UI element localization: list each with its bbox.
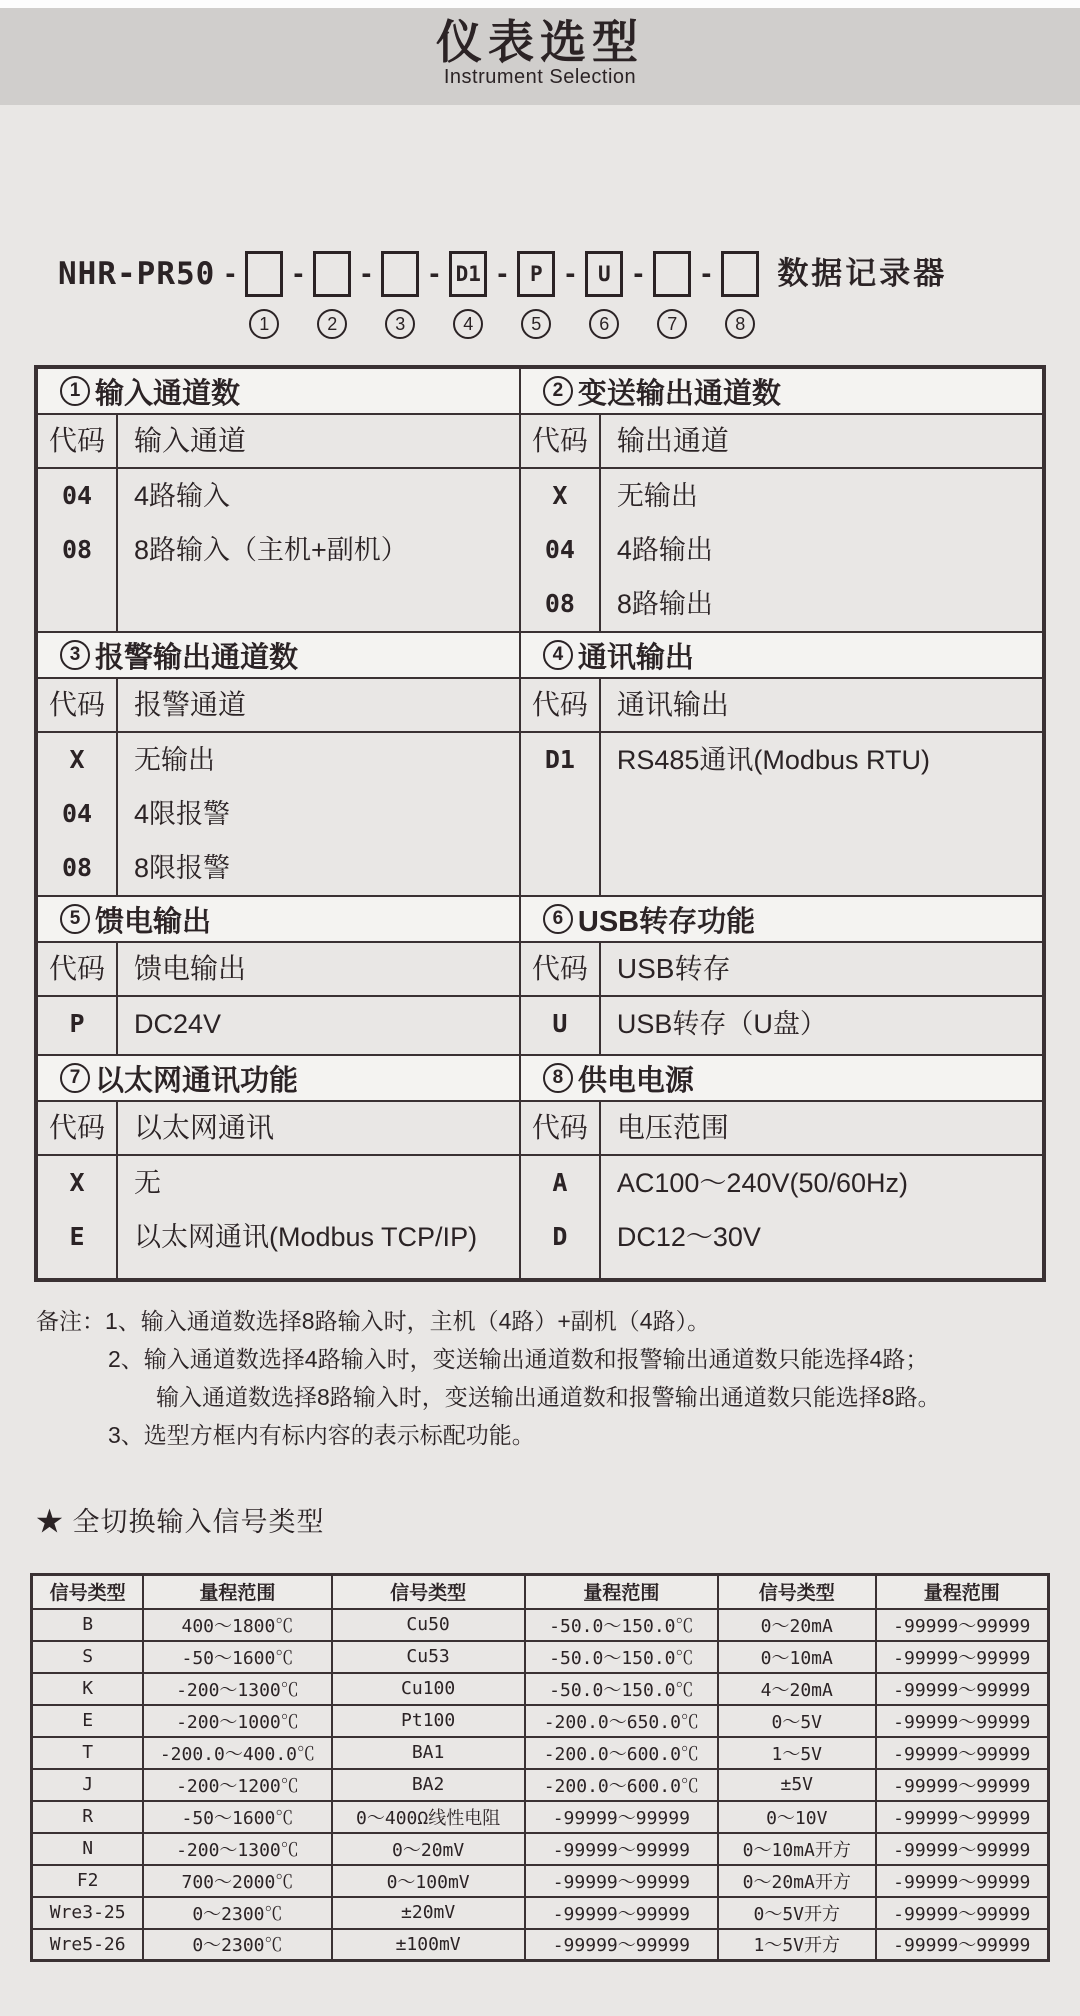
desc-header-cell: USB转存	[616, 953, 731, 984]
note-line	[36, 1378, 1080, 1416]
bottom-spacer	[0, 1962, 1080, 2016]
desc-column	[601, 733, 1042, 895]
circled-number-icon: 1	[60, 376, 90, 406]
signal-cell: -50.0～150.0℃	[525, 1609, 718, 1641]
model-slot-2	[313, 251, 351, 339]
section-header-row	[521, 943, 1042, 997]
signal-cell: 0～20mA开方	[718, 1865, 876, 1897]
desc-column	[118, 1156, 519, 1278]
model-slot-1	[245, 251, 283, 339]
option-description: 4路输出	[616, 535, 713, 565]
section-header-row	[521, 415, 1042, 469]
page-subtitle: Instrument Selection	[443, 66, 637, 88]
section-title-text: USB转存功能	[577, 905, 756, 938]
position-number: 8	[725, 309, 755, 339]
signal-cell: -50～1600℃	[143, 1641, 331, 1673]
code-column	[38, 733, 118, 895]
section-8	[520, 1055, 1043, 1279]
section-header-row	[521, 679, 1042, 733]
code-column	[521, 1156, 601, 1278]
signal-cell: 0～100mV	[332, 1865, 525, 1897]
code-value: P	[69, 1009, 85, 1038]
signal-cell: 0～10V	[718, 1801, 876, 1833]
model-slot-3	[381, 251, 419, 339]
section-title	[38, 897, 519, 943]
code-box: D1	[449, 251, 487, 297]
section-3	[37, 632, 520, 896]
section-title-text: 变送输出通道数	[577, 377, 781, 410]
option-description: 无输出	[616, 481, 698, 511]
signal-types-table	[30, 1573, 1050, 1962]
signal-header-cell: 量程范围	[525, 1575, 718, 1609]
signal-cell: -200～1300℃	[143, 1833, 331, 1865]
model-slot-4	[449, 251, 487, 339]
note-line	[36, 1340, 1080, 1378]
circled-number-icon: 7	[60, 1063, 90, 1093]
signal-cell: 0～2300℃	[143, 1929, 331, 1961]
section-title	[521, 897, 1042, 943]
signal-table-row	[32, 1705, 1049, 1737]
code-box	[381, 251, 419, 297]
signal-cell: N	[32, 1833, 144, 1865]
signal-cell: -99999～99999	[525, 1801, 718, 1833]
signal-table-row	[32, 1929, 1049, 1961]
circled-number-icon: 6	[543, 904, 573, 934]
code-value: U	[552, 1009, 568, 1038]
code-column	[38, 997, 118, 1054]
signal-cell: E	[32, 1705, 144, 1737]
position-number: 7	[657, 309, 687, 339]
signal-table-row	[32, 1897, 1049, 1929]
desc-header-cell: 以太网通讯	[134, 1112, 275, 1143]
option-description: DC12～30V	[616, 1222, 761, 1252]
model-slot-6	[585, 251, 623, 339]
section-header-row	[38, 1102, 519, 1156]
signal-header-cell: 量程范围	[876, 1575, 1049, 1609]
signal-cell: -99999～99999	[876, 1865, 1049, 1897]
signal-cell: -99999～99999	[876, 1641, 1049, 1673]
signal-cell: R	[32, 1801, 144, 1833]
signal-cell: 0～10mA	[718, 1641, 876, 1673]
dash-separator: -	[225, 257, 236, 290]
top-strip	[0, 0, 1080, 8]
code-column	[521, 469, 601, 631]
code-value: X	[69, 1168, 85, 1197]
selection-grid	[34, 365, 1046, 1282]
dash-separator: -	[701, 257, 712, 290]
code-value: 08	[61, 853, 93, 882]
code-header-cell: 代码	[38, 415, 118, 467]
page-title: 仪表选型	[436, 16, 644, 68]
option-description: DC24V	[134, 1009, 222, 1039]
code-box: P	[517, 251, 555, 297]
section-title	[38, 1056, 519, 1102]
option-description: 以太网通讯(Modbus TCP/IP)	[134, 1222, 478, 1252]
desc-header-cell: 馈电输出	[134, 953, 247, 984]
signal-cell: -99999～99999	[876, 1737, 1049, 1769]
code-value: E	[69, 1222, 85, 1251]
circled-number-icon: 4	[543, 640, 573, 670]
signal-cell: -200～1300℃	[143, 1673, 331, 1705]
signal-cell: -200.0～600.0℃	[525, 1769, 718, 1801]
section-header-row	[38, 943, 519, 997]
signal-cell: Cu53	[332, 1641, 525, 1673]
section-body	[38, 469, 519, 631]
signal-cell: 4～20mA	[718, 1673, 876, 1705]
model-suffix: 数据记录器	[777, 256, 948, 291]
desc-header-cell: 报警通道	[134, 689, 247, 720]
signal-cell: -99999～99999	[525, 1929, 718, 1961]
signal-cell: T	[32, 1737, 144, 1769]
signal-cell: -200～1200℃	[143, 1769, 331, 1801]
note-text: 1、输入通道数选择8路输入时，主机（4路）+副机（4路）。	[105, 1308, 711, 1334]
code-header-cell: 代码	[38, 679, 118, 731]
code-box	[245, 251, 283, 297]
code-header-cell: 代码	[521, 415, 601, 467]
signal-cell: BA1	[332, 1737, 525, 1769]
section-title	[521, 633, 1042, 679]
section-body	[521, 733, 1042, 895]
signal-cell: ±5V	[718, 1769, 876, 1801]
desc-column	[601, 1156, 1042, 1278]
signal-table-row	[32, 1769, 1049, 1801]
signal-cell: -200.0～400.0℃	[143, 1737, 331, 1769]
section-title	[38, 369, 519, 415]
section-title-text: 输入通道数	[95, 377, 241, 410]
signal-cell: Wre3-25	[32, 1897, 144, 1929]
section-title	[521, 369, 1042, 415]
section-title	[38, 633, 519, 679]
dash-separator: -	[361, 257, 372, 290]
code-header-cell: 代码	[521, 1102, 601, 1154]
signal-cell: -99999～99999	[876, 1801, 1049, 1833]
model-slots	[215, 251, 759, 339]
notes-label: 备注：	[36, 1308, 105, 1334]
signal-cell: Cu50	[332, 1609, 525, 1641]
section-body	[521, 1156, 1042, 1278]
signal-cell: BA2	[332, 1769, 525, 1801]
option-description: 4限报警	[134, 799, 231, 829]
code-box	[721, 251, 759, 297]
signal-cell: -200～1000℃	[143, 1705, 331, 1737]
model-slot-7	[653, 251, 691, 339]
option-description: AC100～240V(50/60Hz)	[616, 1168, 909, 1198]
signal-cell: -99999～99999	[876, 1897, 1049, 1929]
section-2	[520, 368, 1043, 632]
signal-table-row	[32, 1737, 1049, 1769]
section-1	[37, 368, 520, 632]
signal-cell: -99999～99999	[876, 1929, 1049, 1961]
signal-cell: Wre5-26	[32, 1929, 144, 1961]
code-column	[521, 733, 601, 895]
signal-cell: -200.0～600.0℃	[525, 1737, 718, 1769]
section-body	[38, 997, 519, 1054]
code-value: X	[69, 745, 85, 774]
signal-cell: K	[32, 1673, 144, 1705]
section-title-text: 通讯输出	[577, 641, 694, 674]
section-title-text: 馈电输出	[95, 905, 212, 938]
desc-header-cell: 输入通道	[134, 425, 247, 456]
signal-table-row	[32, 1673, 1049, 1705]
option-description: 无输出	[134, 745, 215, 775]
desc-header-cell: 通讯输出	[616, 689, 729, 720]
note-text: 2、输入通道数选择4路输入时，变送输出通道数和报警输出通道数只能选择4路；	[108, 1346, 929, 1372]
signal-cell: -99999～99999	[876, 1769, 1049, 1801]
position-number: 6	[589, 309, 619, 339]
signal-cell: 0～20mV	[332, 1833, 525, 1865]
signal-table-row	[32, 1833, 1049, 1865]
circled-number-icon: 2	[543, 376, 573, 406]
signal-table-row	[32, 1609, 1049, 1641]
signal-types-heading: ★ 全切换输入信号类型	[36, 1507, 325, 1537]
signal-cell: 0～5V开方	[718, 1897, 876, 1929]
section-body	[521, 469, 1042, 631]
signal-table-row	[32, 1641, 1049, 1673]
code-value: 04	[544, 535, 575, 564]
desc-header-cell: 输出通道	[616, 425, 729, 456]
section-7	[37, 1055, 520, 1279]
signal-cell: -200.0～650.0℃	[525, 1705, 718, 1737]
model-slot-5	[517, 251, 555, 339]
circled-number-icon: 8	[543, 1063, 573, 1093]
circled-number-icon: 5	[60, 904, 90, 934]
signal-cell: -99999～99999	[876, 1673, 1049, 1705]
notes	[36, 1302, 1080, 1454]
code-box: U	[585, 251, 623, 297]
signal-cell: 700～2000℃	[143, 1865, 331, 1897]
section-body	[38, 733, 519, 895]
desc-column	[118, 469, 519, 631]
code-header-cell: 代码	[521, 943, 601, 995]
section-body	[521, 997, 1042, 1054]
section-5	[37, 896, 520, 1055]
signal-cell: 1～5V开方	[718, 1929, 876, 1961]
position-number: 4	[453, 309, 483, 339]
code-header-cell: 代码	[521, 679, 601, 731]
signal-cell: 0～2300℃	[143, 1897, 331, 1929]
signal-cell: ±100mV	[332, 1929, 525, 1961]
signal-cell: 0～400Ω线性电阻	[332, 1801, 525, 1833]
signal-cell: 0～5V	[718, 1705, 876, 1737]
option-description: USB转存（U盘）	[616, 1009, 827, 1039]
signal-cell: -99999～99999	[876, 1609, 1049, 1641]
signal-header-cell: 信号类型	[718, 1575, 876, 1609]
code-value: 04	[61, 799, 93, 828]
section-header-row	[38, 415, 519, 469]
code-value: A	[552, 1168, 568, 1197]
signal-cell: 0～20mA	[718, 1609, 876, 1641]
signal-cell: -50～1600℃	[143, 1801, 331, 1833]
code-value: D	[552, 1222, 568, 1251]
model-prefix: NHR-PR50	[58, 256, 216, 292]
code-column	[38, 469, 118, 631]
code-value: X	[552, 481, 568, 510]
section-title	[521, 1056, 1042, 1102]
desc-column	[601, 469, 1042, 631]
desc-header-cell: 电压范围	[616, 1112, 729, 1143]
code-column	[521, 997, 601, 1054]
option-description: 4路输入	[134, 481, 231, 511]
section-title-text: 以太网通讯功能	[95, 1064, 299, 1097]
signal-cell: J	[32, 1769, 144, 1801]
signal-cell: 400～1800℃	[143, 1609, 331, 1641]
section-4	[520, 632, 1043, 896]
code-box	[313, 251, 351, 297]
option-description: 8路输出	[616, 589, 713, 619]
signal-cell: ±20mV	[332, 1897, 525, 1929]
desc-column	[118, 733, 519, 895]
code-box	[653, 251, 691, 297]
dash-separator: -	[293, 257, 304, 290]
signal-cell: Pt100	[332, 1705, 525, 1737]
note-line	[36, 1302, 1080, 1340]
signal-cell: F2	[32, 1865, 144, 1897]
code-column	[38, 1156, 118, 1278]
code-value: 04	[61, 481, 93, 510]
section-header-row	[521, 1102, 1042, 1156]
code-value: D1	[544, 745, 575, 774]
signal-cell: -99999～99999	[525, 1865, 718, 1897]
signal-cell: -99999～99999	[876, 1705, 1049, 1737]
option-description: 无	[134, 1168, 161, 1198]
option-description: RS485通讯(Modbus RTU)	[616, 745, 930, 775]
section-title-text: 报警输出通道数	[95, 641, 299, 674]
signal-cell: -99999～99999	[525, 1897, 718, 1929]
signal-header-cell: 信号类型	[32, 1575, 144, 1609]
section-header-row	[38, 679, 519, 733]
signal-cell: -50.0～150.0℃	[525, 1673, 718, 1705]
signal-cell: 0～10mA开方	[718, 1833, 876, 1865]
note-text: 输入通道数选择8路输入时，变送输出通道数和报警输出通道数只能选择8路。	[156, 1384, 941, 1410]
signal-header-cell: 信号类型	[332, 1575, 525, 1609]
signal-cell: -99999～99999	[525, 1833, 718, 1865]
dash-separator: -	[565, 257, 576, 290]
note-text: 3、选型方框内有标内容的表示标配功能。	[108, 1422, 535, 1448]
dash-separator: -	[497, 257, 508, 290]
position-number: 1	[249, 309, 279, 339]
code-header-cell: 代码	[38, 1102, 118, 1154]
signal-table-body	[32, 1609, 1049, 1961]
desc-column	[601, 997, 1042, 1054]
code-value: 08	[544, 589, 575, 618]
model-code-diagram	[58, 251, 1080, 339]
option-description: 8限报警	[134, 853, 231, 883]
code-header-cell: 代码	[38, 943, 118, 995]
desc-column	[118, 997, 519, 1054]
position-number: 5	[521, 309, 551, 339]
position-number: 2	[317, 309, 347, 339]
dash-separator: -	[633, 257, 644, 290]
note-line	[36, 1416, 1080, 1454]
section-body	[38, 1156, 519, 1278]
model-slot-8	[721, 251, 759, 339]
signal-table-header-row	[32, 1575, 1049, 1609]
signal-cell: 1～5V	[718, 1737, 876, 1769]
signal-cell: S	[32, 1641, 144, 1673]
position-number: 3	[385, 309, 415, 339]
dash-separator: -	[429, 257, 440, 290]
section-title-text: 供电电源	[577, 1064, 694, 1097]
signal-cell: -99999～99999	[876, 1833, 1049, 1865]
signal-table-row	[32, 1801, 1049, 1833]
signal-cell: B	[32, 1609, 144, 1641]
page-header	[0, 8, 1080, 105]
section-6	[520, 896, 1043, 1055]
option-description: 8路输入（主机+副机）	[134, 535, 408, 565]
signal-table-row	[32, 1865, 1049, 1897]
signal-header-cell: 量程范围	[143, 1575, 331, 1609]
signal-cell: -50.0～150.0℃	[525, 1641, 718, 1673]
code-value: 08	[61, 535, 93, 564]
signal-cell: Cu100	[332, 1673, 525, 1705]
circled-number-icon: 3	[60, 640, 90, 670]
